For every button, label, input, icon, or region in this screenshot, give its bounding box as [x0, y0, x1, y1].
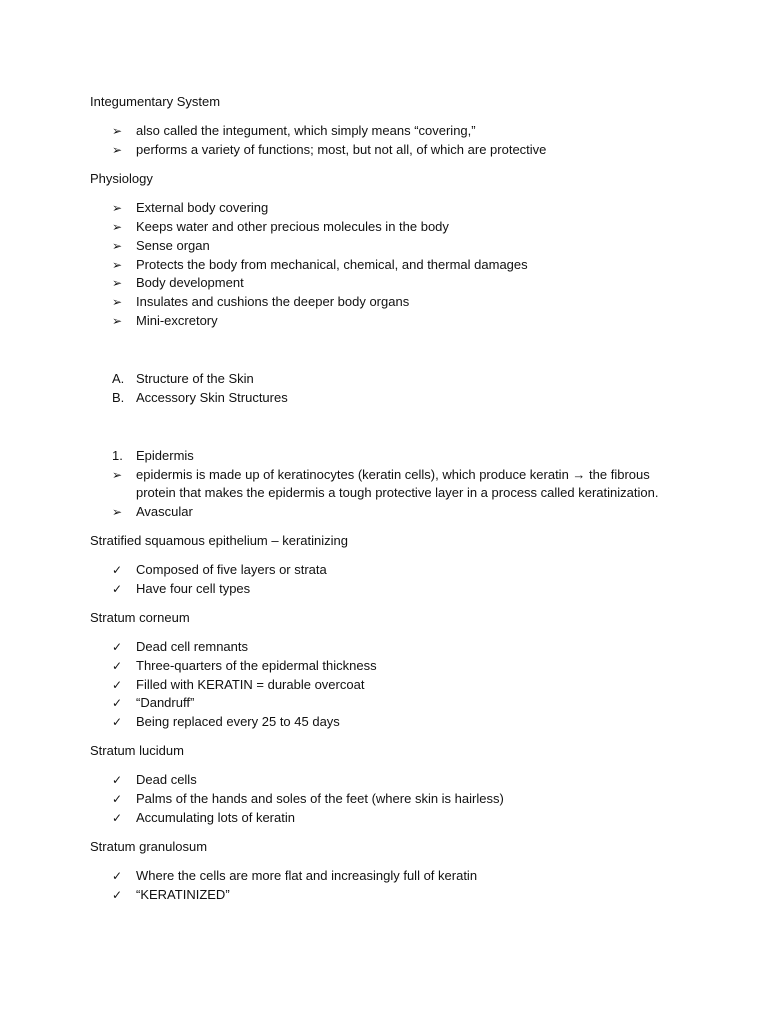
list-item: performs a variety of functions; most, but not all, of which are protective: [136, 142, 547, 157]
list-item: Keeps water and other precious molecules in the body: [136, 219, 449, 234]
arrow-bullet-icon: ➢: [112, 505, 123, 519]
heading-epidermis: Epidermis: [136, 448, 194, 463]
check-bullet-icon: ✓: [112, 888, 123, 902]
outline-marker: B.: [112, 390, 125, 405]
outline-item-structure-of-skin: Structure of the Skin: [136, 371, 254, 386]
check-bullet-icon: ✓: [112, 640, 123, 654]
list-item: “KERATINIZED”: [136, 887, 230, 902]
list-item: Body development: [136, 275, 244, 290]
check-bullet-icon: ✓: [112, 659, 123, 673]
arrow-bullet-icon: ➢: [112, 276, 123, 290]
check-bullet-icon: ✓: [112, 696, 123, 710]
numbered-marker: 1.: [112, 448, 123, 463]
list-item: Avascular: [136, 504, 193, 519]
arrow-bullet-icon: ➢: [112, 295, 123, 309]
check-bullet-icon: ✓: [112, 715, 123, 729]
check-bullet-icon: ✓: [112, 582, 123, 596]
heading-stratum-corneum: Stratum corneum: [90, 610, 190, 625]
list-item: External body covering: [136, 200, 269, 215]
list-item: Protects the body from mechanical, chemical, and thermal damages: [136, 257, 528, 272]
list-item: Where the cells are more flat and increasingly full of keratin: [136, 868, 478, 883]
outline-marker: A.: [112, 371, 125, 386]
list-item: also called the integument, which simply means “covering,”: [136, 123, 476, 138]
heading-stratum-lucidum: Stratum lucidum: [90, 743, 184, 758]
arrow-bullet-icon: ➢: [112, 468, 123, 482]
arrow-bullet-icon: ➢: [112, 239, 123, 253]
arrow-bullet-icon: ➢: [112, 314, 123, 328]
check-bullet-icon: ✓: [112, 869, 123, 883]
list-item: Composed of five layers or strata: [136, 562, 327, 577]
heading-physiology: Physiology: [90, 171, 153, 186]
list-item: Mini-excretory: [136, 313, 218, 328]
check-bullet-icon: ✓: [112, 773, 123, 787]
arrow-bullet-icon: ➢: [112, 220, 123, 234]
arrow-bullet-icon: ➢: [112, 124, 123, 138]
heading-integumentary-system: Integumentary System: [90, 94, 221, 109]
list-item: Have four cell types: [136, 581, 251, 596]
list-item: Being replaced every 25 to 45 days: [136, 714, 340, 729]
check-bullet-icon: ✓: [112, 792, 123, 806]
outline-item-accessory-structures: Accessory Skin Structures: [136, 390, 288, 405]
list-item: Sense organ: [136, 238, 210, 253]
list-item: Palms of the hands and soles of the feet (where skin is hairless): [136, 791, 504, 806]
list-item: Filled with KERATIN = durable overcoat: [136, 677, 365, 692]
list-item: Dead cell remnants: [136, 639, 248, 654]
list-item: “Dandruff”: [136, 695, 195, 710]
list-item: Insulates and cushions the deeper body organs: [136, 294, 410, 309]
list-item: epidermis is made up of keratinocytes (keratin cells), which produce keratin → the fibrous: [136, 467, 650, 482]
heading-stratum-granulosum: Stratum granulosum: [90, 839, 208, 854]
check-bullet-icon: ✓: [112, 678, 123, 692]
arrow-bullet-icon: ➢: [112, 258, 123, 272]
heading-stratified-squamous: Stratified squamous epithelium – keratinizing: [90, 533, 348, 548]
check-bullet-icon: ✓: [112, 563, 123, 577]
list-item-continuation: protein that makes the epidermis a tough protective layer in a process called keratinization.: [136, 485, 659, 500]
list-item: Three-quarters of the epidermal thickness: [136, 658, 377, 673]
arrow-bullet-icon: ➢: [112, 201, 123, 215]
check-bullet-icon: ✓: [112, 811, 123, 825]
arrow-bullet-icon: ➢: [112, 143, 123, 157]
list-item: Dead cells: [136, 772, 197, 787]
list-item: Accumulating lots of keratin: [136, 810, 295, 825]
